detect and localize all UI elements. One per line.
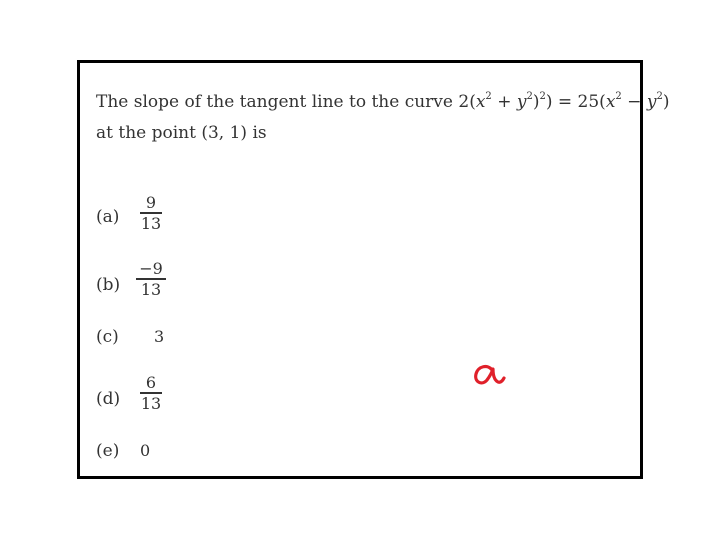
- choice-label: (d): [96, 389, 121, 409]
- equation-x: x: [605, 92, 616, 112]
- equation-exponent: 2: [656, 91, 663, 102]
- handwritten-answer-mark: [472, 360, 508, 392]
- question-prefix: The slope of the tangent line to the curve 2(: [96, 92, 476, 112]
- choice-label: (e): [96, 441, 120, 461]
- question-line-1: [96, 87, 670, 118]
- choice-fraction: [136, 259, 166, 299]
- choice-label: (b): [96, 275, 121, 295]
- equation-plus: +: [491, 92, 517, 112]
- equation-y: y: [646, 92, 657, 112]
- equation-exponent: 2: [485, 91, 492, 102]
- choice-label: (c): [96, 327, 119, 347]
- equation-close: ): [662, 92, 670, 112]
- equation-exponent: 2: [539, 91, 546, 102]
- fraction-numerator: −9: [139, 259, 163, 278]
- question-line-2: at the point (3, 1) is: [96, 123, 267, 143]
- equation-y: y: [516, 92, 527, 112]
- fraction-numerator: 6: [145, 373, 157, 392]
- equation-exponent: 2: [615, 91, 622, 102]
- question-card: [77, 60, 670, 479]
- fraction-numerator: 9: [145, 193, 157, 212]
- handwritten-a-icon: [472, 360, 508, 388]
- choice-value: 0: [140, 441, 151, 460]
- equation-exponent: 2: [526, 91, 533, 102]
- equation-paren: ): [532, 92, 540, 112]
- fraction-denominator: 13: [140, 279, 162, 299]
- fraction-denominator: 13: [140, 393, 162, 413]
- choice-value: 3: [154, 327, 165, 346]
- equation-mid: ) = 25(: [545, 92, 606, 112]
- question-text: [96, 87, 670, 149]
- choice-label: (a): [96, 207, 120, 227]
- equation-x: x: [475, 92, 486, 112]
- fraction-denominator: 13: [140, 213, 162, 233]
- choice-fraction: [140, 373, 162, 413]
- equation-minus: −: [621, 92, 647, 112]
- choice-fraction: [140, 193, 162, 233]
